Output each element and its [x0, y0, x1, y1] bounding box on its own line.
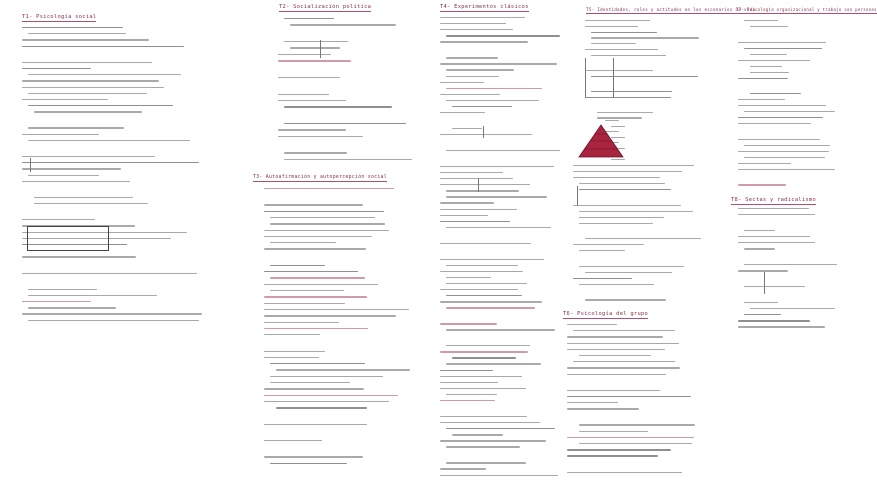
bracket [320, 40, 321, 58]
text-line [573, 361, 675, 362]
text-line [579, 355, 651, 356]
text-line [28, 74, 181, 75]
text-line [567, 437, 694, 438]
text-line [264, 357, 319, 358]
text-line [22, 39, 149, 40]
text-line [744, 264, 837, 265]
text-line [34, 111, 142, 112]
text-line [579, 250, 625, 251]
text-line [567, 367, 680, 368]
text-line [591, 32, 657, 33]
text-line [446, 428, 555, 429]
text-line [270, 290, 344, 291]
text-line [440, 17, 525, 18]
text-line [446, 446, 520, 447]
text-line [28, 320, 199, 321]
text-line [440, 82, 484, 83]
text-line [22, 168, 121, 169]
text-line [567, 472, 682, 473]
text-line [22, 68, 91, 69]
text-line [605, 120, 619, 121]
text-line [446, 190, 519, 191]
text-line [22, 162, 199, 163]
text-line [290, 24, 396, 25]
text-line [567, 402, 618, 403]
text-line [591, 91, 672, 92]
text-line [738, 236, 810, 237]
text-line [284, 18, 334, 19]
text-line [611, 159, 625, 160]
text-line [440, 422, 540, 423]
text-line [738, 169, 835, 170]
text-line [440, 112, 485, 113]
bracket [483, 126, 484, 138]
text-line [446, 307, 535, 308]
text-line [585, 272, 672, 273]
text-line [585, 299, 666, 300]
text-line [22, 80, 159, 81]
text-line [440, 323, 497, 324]
text-line [22, 27, 123, 28]
text-line [573, 244, 644, 245]
text-line [585, 238, 701, 239]
section-title-t8: T8- Sectas y radicalismo [731, 197, 817, 203]
text-line [22, 46, 184, 47]
text-line [440, 172, 503, 173]
text-line [440, 271, 523, 272]
text-line [264, 309, 409, 310]
text-line [290, 47, 340, 48]
text-line [744, 145, 830, 146]
text-line [278, 54, 331, 55]
text-line [440, 215, 488, 216]
text-line [22, 62, 152, 63]
text-line [738, 117, 823, 118]
text-line [446, 345, 530, 346]
text-line [264, 211, 384, 212]
text-line [579, 217, 664, 218]
text-line [284, 152, 347, 153]
text-line [264, 401, 389, 402]
text-line [264, 351, 325, 352]
text-line [22, 156, 155, 157]
text-line [744, 286, 805, 287]
text-line [264, 248, 366, 249]
text-line [452, 434, 503, 435]
text-line [446, 227, 551, 228]
text-line [270, 363, 365, 364]
text-line [440, 243, 531, 244]
text-line [264, 388, 364, 389]
text-line [738, 151, 829, 152]
text-line [446, 283, 527, 284]
text-line [567, 324, 617, 325]
text-line [264, 188, 394, 189]
text-line [585, 97, 671, 98]
text-line [440, 23, 506, 24]
text-line [22, 256, 136, 257]
column-t2-t3 [250, 0, 430, 482]
text-line [440, 370, 493, 371]
text-line [264, 236, 372, 237]
text-line [270, 463, 347, 464]
text-line [738, 326, 825, 327]
text-line [28, 33, 126, 34]
text-line [579, 183, 665, 184]
text-line [446, 196, 547, 197]
text-line [22, 99, 108, 100]
text-line [278, 100, 346, 101]
text-line [28, 295, 157, 296]
text-line [738, 163, 791, 164]
text-line [452, 128, 482, 129]
text-line [567, 396, 691, 397]
section-title-t4: T4- Experimentos clásicos [440, 4, 529, 10]
section-title-t7: T7- Psicología organizacional y trabajo con personas [736, 7, 877, 12]
text-line [750, 93, 801, 94]
text-line [579, 223, 653, 224]
text-line [567, 374, 666, 375]
text-line [585, 49, 658, 50]
text-line [738, 270, 788, 271]
text-line [744, 111, 835, 112]
text-line [28, 289, 97, 290]
text-line [597, 117, 642, 118]
text-line [22, 87, 164, 88]
text-line [264, 322, 339, 323]
text-line [744, 302, 778, 303]
text-line [278, 129, 346, 130]
text-line [567, 449, 671, 450]
text-line [34, 203, 148, 204]
text-line [264, 395, 398, 396]
section-title-t3: T3- Autoafirmación y autopercepción social [253, 175, 387, 180]
text-line [585, 20, 650, 21]
text-line [744, 20, 778, 21]
text-line [446, 265, 518, 266]
bracket [30, 158, 31, 172]
text-line [738, 214, 815, 215]
text-line [585, 70, 653, 71]
text-line [440, 440, 546, 441]
text-line [744, 48, 822, 49]
text-line [440, 29, 513, 30]
text-line [567, 390, 660, 391]
text-line [28, 175, 99, 176]
text-line [744, 314, 781, 315]
text-line [284, 123, 406, 124]
section-title-t5: T5- Identidades, roles y actitudes en los escenarios de vida [586, 7, 756, 12]
text-line [440, 382, 498, 383]
text-line [440, 351, 528, 352]
text-line [264, 334, 320, 335]
text-line [579, 211, 693, 212]
bracket [577, 186, 578, 206]
text-line [440, 475, 558, 476]
text-line [738, 123, 811, 124]
text-line [738, 320, 810, 321]
text-line [278, 94, 329, 95]
text-line [264, 204, 363, 205]
text-line [440, 388, 526, 389]
text-line [278, 77, 340, 78]
text-line [264, 328, 368, 329]
text-line [440, 259, 544, 260]
text-line [567, 343, 679, 344]
text-line [446, 100, 539, 101]
section-title-t2: T2- Socialización política [279, 4, 372, 10]
text-line [573, 171, 682, 172]
text-line [446, 88, 542, 89]
text-line [278, 60, 351, 61]
text-line [264, 303, 345, 304]
text-line [446, 277, 491, 278]
text-line [744, 157, 825, 158]
text-line [284, 159, 412, 160]
text-line [446, 394, 497, 395]
text-line [440, 202, 494, 203]
text-line [28, 127, 124, 128]
text-line [738, 60, 810, 61]
text-line [446, 57, 498, 58]
text-line [579, 284, 654, 285]
bracket [764, 272, 765, 294]
text-line [750, 72, 789, 73]
text-line [440, 376, 522, 377]
text-line [573, 278, 632, 279]
text-line [264, 230, 389, 231]
text-line [270, 217, 375, 218]
text-line [579, 424, 695, 425]
text-line [567, 408, 639, 409]
text-line [573, 330, 675, 331]
text-line [738, 99, 785, 100]
text-line [440, 134, 532, 135]
text-line [264, 296, 367, 297]
text-line [440, 63, 557, 64]
bracket [613, 58, 614, 98]
text-line [750, 308, 835, 309]
text-line [573, 177, 660, 178]
text-line [440, 400, 495, 401]
boxed-note [27, 226, 109, 251]
text-line [284, 106, 392, 107]
text-line [591, 37, 699, 38]
text-line [446, 462, 526, 463]
text-line [28, 105, 173, 106]
column-t7-t8 [732, 0, 848, 482]
text-line [738, 78, 788, 79]
text-line [446, 150, 560, 151]
text-line [750, 54, 787, 55]
text-line [264, 456, 363, 457]
text-line [22, 301, 91, 302]
text-line [276, 407, 367, 408]
text-line [738, 42, 826, 43]
text-line [446, 295, 522, 296]
text-line [738, 105, 826, 106]
text-line [440, 289, 518, 290]
text-line [276, 369, 410, 370]
text-line [597, 112, 653, 113]
text-line [440, 468, 486, 469]
section-title-t6: T6- Psicología del grupo [563, 311, 649, 317]
text-line [750, 66, 782, 67]
text-line [744, 248, 775, 249]
text-line [591, 76, 698, 77]
text-line [34, 197, 133, 198]
text-line [278, 136, 363, 137]
bracket [585, 58, 586, 98]
text-line [270, 382, 350, 383]
text-line [440, 184, 530, 185]
text-line [440, 41, 528, 42]
column-t4 [438, 0, 573, 482]
text-line [567, 349, 665, 350]
text-line [738, 139, 820, 140]
text-line [270, 265, 325, 266]
text-line [567, 455, 658, 456]
section-title-t1: T1- Psicología social [22, 14, 97, 20]
text-line [440, 416, 527, 417]
text-line [573, 205, 681, 206]
text-line [264, 424, 367, 425]
text-line [22, 181, 130, 182]
text-line [452, 106, 512, 107]
text-line [591, 43, 636, 44]
text-line [446, 329, 555, 330]
bracket [478, 178, 479, 192]
text-line [744, 230, 775, 231]
text-line [579, 266, 684, 267]
text-line [591, 55, 666, 56]
text-line [567, 336, 663, 337]
text-line [750, 26, 788, 27]
text-line [440, 94, 500, 95]
text-line [446, 363, 541, 364]
text-line [440, 209, 517, 210]
text-line [579, 443, 692, 444]
text-line [738, 184, 786, 185]
text-line [264, 440, 322, 441]
text-line [22, 313, 202, 314]
text-line [573, 165, 694, 166]
text-line [446, 76, 499, 77]
text-line [264, 271, 358, 272]
text-line [440, 178, 513, 179]
text-line [22, 134, 99, 135]
pyramid-diagram [578, 124, 624, 158]
text-line [284, 41, 348, 42]
text-line [738, 208, 809, 209]
text-line [264, 315, 396, 316]
text-line [446, 69, 514, 70]
text-line [28, 93, 147, 94]
text-line [22, 219, 95, 220]
text-line [28, 307, 116, 308]
text-line [738, 242, 815, 243]
text-line [446, 35, 560, 36]
text-line [270, 223, 385, 224]
column-t5-t6 [565, 0, 730, 482]
text-line [270, 242, 336, 243]
text-line [440, 166, 554, 167]
text-line [22, 273, 197, 274]
text-line [264, 284, 378, 285]
text-line [440, 221, 510, 222]
text-line [579, 431, 648, 432]
text-line [270, 376, 383, 377]
text-line [28, 140, 190, 141]
text-line [270, 277, 365, 278]
text-line [579, 189, 671, 190]
text-line [452, 357, 516, 358]
text-line [440, 301, 542, 302]
text-line [585, 26, 638, 27]
